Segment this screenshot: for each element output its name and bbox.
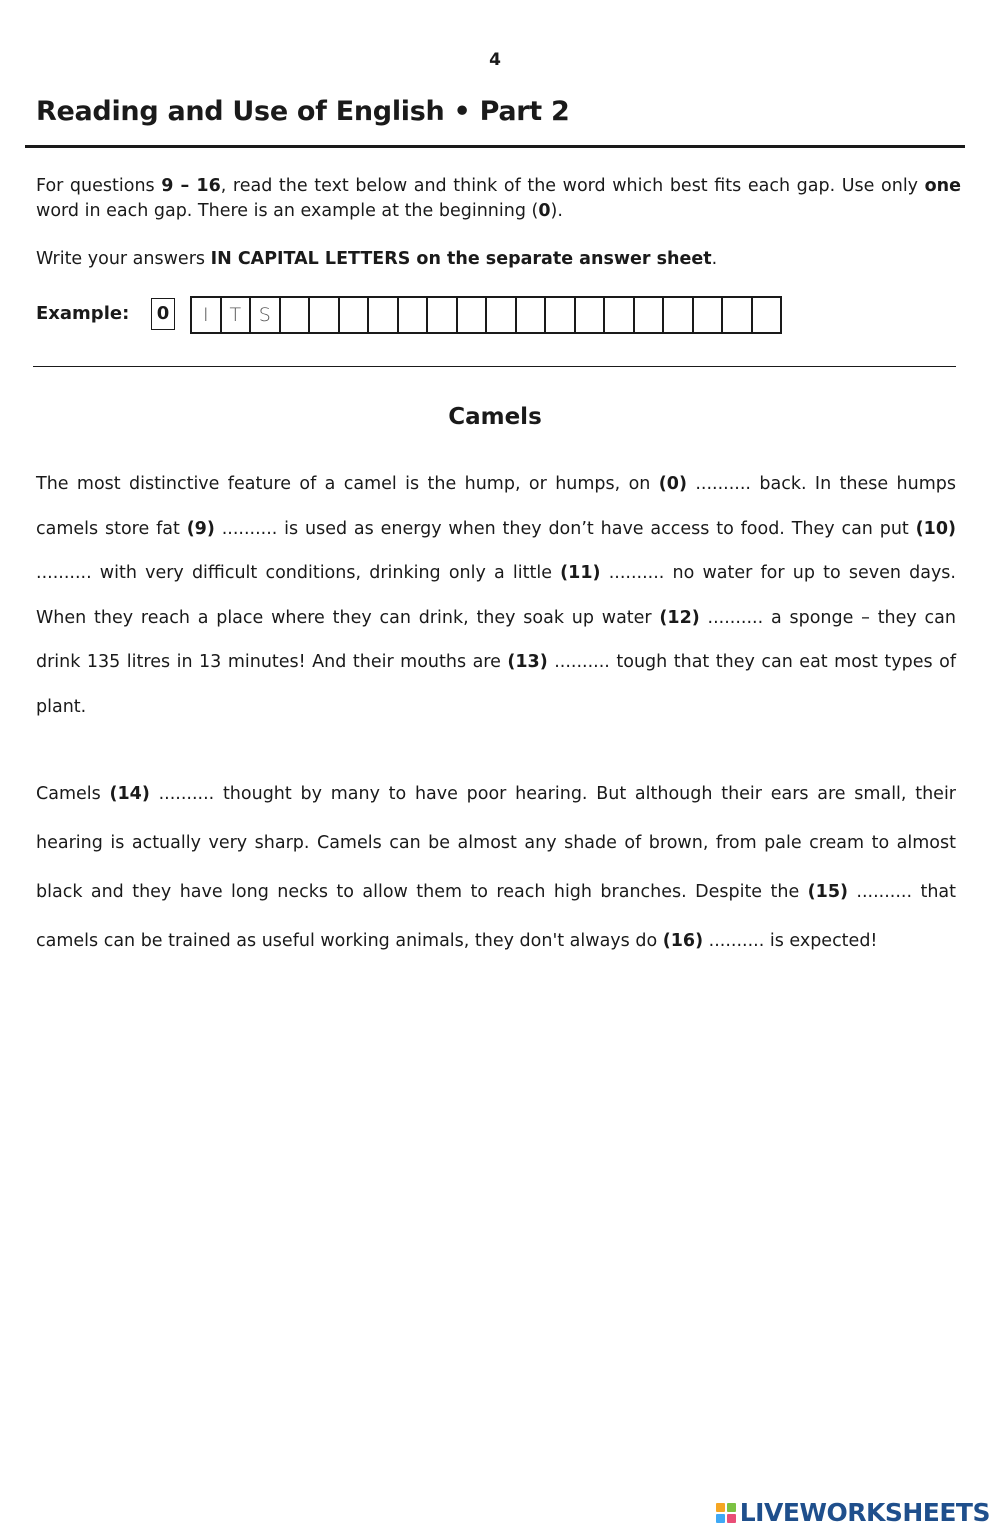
gap-16: (16) xyxy=(662,931,704,951)
instr-range: 9 – 16 xyxy=(161,176,221,196)
passage-text: Camels xyxy=(36,784,110,804)
passage-text: .......... a sponge – they can drink 135 litres in 13 minutes! And their mouths are xyxy=(36,607,956,672)
answer-box xyxy=(576,298,606,332)
gap-11: (11) xyxy=(560,563,601,583)
example-number-box: 0 xyxy=(151,298,175,330)
passage-text: .......... no water for up to seven days. When they reach a place where they can drink, they soak up water xyxy=(36,563,956,628)
instr-zero: 0 xyxy=(538,201,551,221)
passage-text: .......... that camels can be trained as useful working animals, they don't always do xyxy=(36,882,956,951)
instr-text: ). xyxy=(550,201,563,221)
gap-13: (13) xyxy=(507,652,548,672)
answer-box: T xyxy=(222,298,252,332)
answer-box xyxy=(487,298,517,332)
gap-10: (10) xyxy=(915,518,956,539)
answer-box xyxy=(281,298,311,332)
answer-box xyxy=(458,298,488,332)
logo-mark-icon xyxy=(716,1503,736,1523)
gap-12: (12) xyxy=(659,607,700,628)
passage-text: The most distinctive feature of a camel is the hump, or humps, on xyxy=(36,474,659,494)
answer-box xyxy=(399,298,429,332)
passage-text: .......... tough that they can eat most types of plant. xyxy=(36,652,956,717)
instr-one: one xyxy=(924,176,961,196)
logo-square xyxy=(727,1503,736,1512)
answer-box xyxy=(723,298,753,332)
page-number: 4 xyxy=(489,50,501,70)
gap-0: (0) xyxy=(658,474,687,494)
logo-square xyxy=(727,1514,736,1523)
logo-square xyxy=(716,1514,725,1523)
instr-text: For questions xyxy=(36,176,162,196)
answer-box xyxy=(340,298,370,332)
answer-box xyxy=(517,298,547,332)
answer-prefix: Write your answers xyxy=(36,249,211,269)
instr-text: , read the text below and think of the word which best fits each gap. Use only xyxy=(220,176,925,196)
answer-box xyxy=(605,298,635,332)
paragraph-1 xyxy=(36,462,956,729)
answer-box xyxy=(694,298,724,332)
instr-text: word in each gap. There is an example at the beginning ( xyxy=(36,201,539,221)
example-label: Example: xyxy=(36,303,130,324)
section-rule xyxy=(33,366,956,367)
liveworksheets-logo[interactable] xyxy=(716,1498,990,1527)
logo-square xyxy=(716,1503,725,1512)
passage-text: .......... back. In these humps camels store fat xyxy=(36,474,956,539)
answer-box: I xyxy=(192,298,222,332)
answer-box: S xyxy=(251,298,281,332)
answer-box xyxy=(546,298,576,332)
gap-14: (14) xyxy=(109,784,150,804)
example-answer-boxes xyxy=(190,296,782,334)
answer-box xyxy=(664,298,694,332)
text-title: Camels xyxy=(448,404,542,430)
passage-text: .......... is used as energy when they don’t have access to food. They can put xyxy=(214,518,916,539)
answer-bold: IN CAPITAL LETTERS on the separate answer sheet xyxy=(210,249,712,269)
answer-box xyxy=(753,298,783,332)
instructions xyxy=(36,174,961,224)
passage-text: .......... is expected! xyxy=(703,931,878,951)
passage-text: .......... with very difficult conditions, drinking only a little xyxy=(36,563,561,583)
gap-9: (9) xyxy=(186,518,215,539)
answer-box xyxy=(369,298,399,332)
logo-text: LIVEWORKSHEETS xyxy=(739,1498,990,1527)
heading-rule xyxy=(25,145,965,148)
gap-15: (15) xyxy=(807,882,848,902)
paragraph-2 xyxy=(36,770,956,966)
answer-instruction xyxy=(36,247,717,272)
part-heading: Reading and Use of English • Part 2 xyxy=(36,96,570,127)
answer-suffix: . xyxy=(711,249,718,269)
answer-box xyxy=(428,298,458,332)
passage-text: .......... thought by many to have poor hearing. But although their ears are small, their hearing is actually very sharp. Camels can be almost any shade of brown, from pale cream to almost black and they have long necks to allow them to reach high branches. Despite the xyxy=(36,784,956,902)
answer-box xyxy=(635,298,665,332)
answer-box xyxy=(310,298,340,332)
